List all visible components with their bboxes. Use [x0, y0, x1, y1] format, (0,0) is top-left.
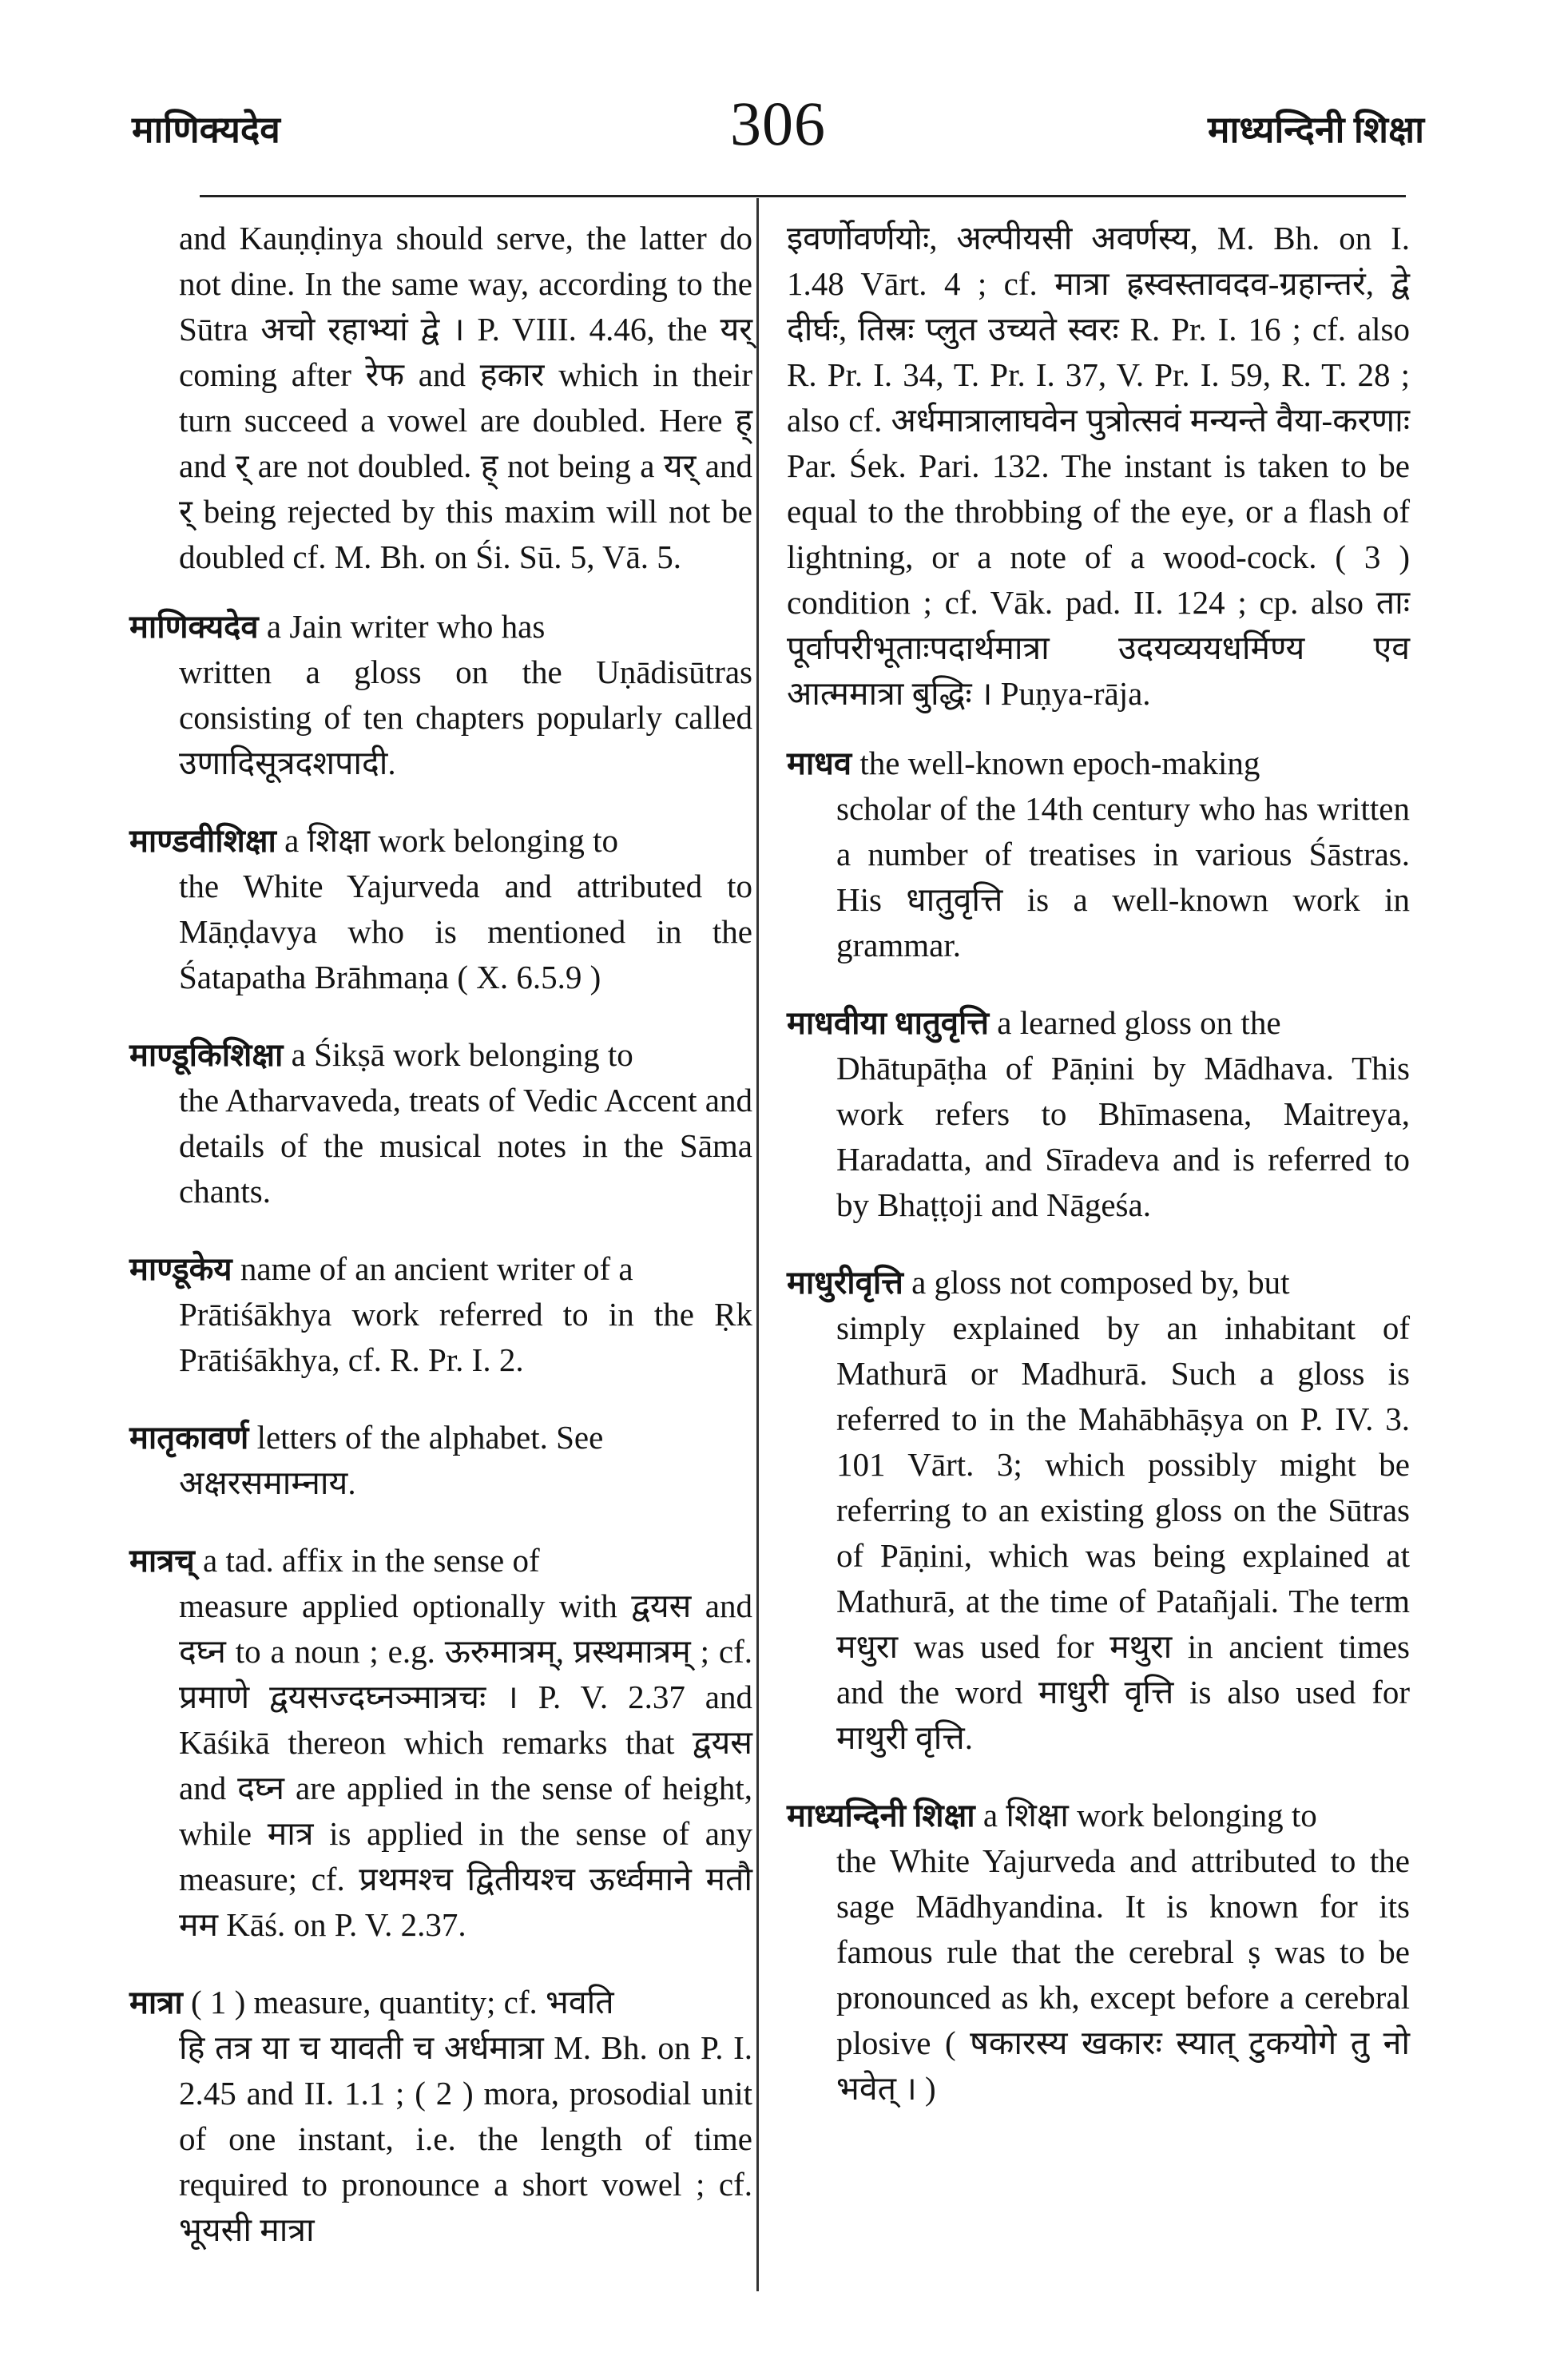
- entry-first-line: letters of the alphabet. See: [256, 1419, 604, 1456]
- entry-first-line: name of an ancient writer of a: [240, 1250, 633, 1287]
- entry-first-line: a learned gloss on the: [997, 1004, 1281, 1041]
- continued-entry-text: इवर्णोवर्णयोः, अल्पीयसी अवर्णस्य, M. Bh. on I. 1.48 Vārt. 4 ; cf. मात्रा ह्रस्वस्तावदव-ग्रहान्तरं, द्वे दीर्घः, तिस्रः प्लुत उच्यते स्वरः R. Pr. I. 16 ; cf. also R. Pr. I. 34, T. Pr. I. 37, V. Pr. I. 59, R. T. 28 ; also cf. अर्धमात्रालाघवेन पुत्रोत्सवं मन्यन्ते वैया-करणाः Par. Śek. Pari. 132. The instant is taken to be equal to the throbbing of the eye, or a flash of lightning, or a note of a wood-cock. ( 3 ) condition ; cf. Vāk. pad. II. 124 ; cp. also ताः पूर्वापरीभूताःपदार्थमात्रा उदयव्ययधर्मिण्य एव आत्ममात्रा बुद्धिः । Puṇya-rāja.: [787, 220, 1410, 712]
- entry-headword: माध्यन्दिनी शिक्षा: [787, 1798, 975, 1834]
- entry-body: scholar of the 14th century who has written a number of treatises in various Śāstras. His धातुवृत्ति is a well-known work in grammar.: [836, 790, 1410, 963]
- dictionary-entry: [129, 1538, 752, 1948]
- entry-body: simply explained by an inhabitant of Mathurā or Madhurā. Such a gloss is referred to in the Mahābhāṣya on P. IV. 3. 101 Vārt. 3; which possibly might be referring to an existing gloss on the Sūtras of Pāṇini, which was being explained at Mathurā, at the time of Patañjali. The term मधुरा was used for मथुरा in ancient times and the word माधुरी वृत्ति is also used for माथुरी वृत्ति.: [836, 1309, 1410, 1756]
- running-header: [132, 88, 1424, 176]
- entry-headword: मात्रा: [129, 1985, 183, 2020]
- dictionary-entry: [129, 604, 752, 786]
- entry-first-line: a Śikṣā work belonging to: [291, 1036, 633, 1073]
- column-divider: [756, 198, 759, 2291]
- dictionary-entry: [787, 1793, 1410, 2112]
- entry-body: the White Yajurveda and attributed to Māṇḍavya who is mentioned in the Śatapatha Brāhmaṇa ( X. 6.5.9 ): [179, 868, 752, 995]
- entry-headword: मात्रच्: [129, 1543, 195, 1579]
- dictionary-entry: [129, 818, 752, 1000]
- continued-entry-text: and Kauṇḍinya should serve, the latter do not dine. In the same way, according to the Sūtra अचो रहाभ्यां द्वे । P. VIII. 4.46, the यर् coming after रेफ and हकार which in their turn succeed a vowel are doubled. Here ह् and र् are not doubled. ह् not being a यर् and र् being rejected by this maxim will not be doubled cf. M. Bh. on Śi. Sū. 5, Vā. 5.: [179, 220, 752, 575]
- entry-body: हि तत्र या च यावती च अर्धमात्रा M. Bh. on P. I. 2.45 and II. 1.1 ; ( 2 ) mora, prosodial unit of one instant, i.e. the length of time required to pronounce a short vowel ; cf. भूयसी मात्रा: [179, 2029, 752, 2248]
- dictionary-entry: [129, 1415, 752, 1506]
- right-column: [787, 216, 1410, 2143]
- dictionary-entry: [787, 741, 1410, 968]
- entry-headword: माधव: [787, 745, 852, 781]
- header-rule: [200, 195, 1406, 197]
- entry-headword: माण्डूकिशिक्षा: [129, 1037, 284, 1073]
- dictionary-entry: [129, 1980, 752, 2253]
- page-number: 306: [730, 89, 826, 158]
- entry-headword: माण्डवीशिक्षा: [129, 823, 276, 859]
- entry-body: written a gloss on the Uṇādisūtras consisting of ten chapters popularly called उणादिसूत्रदशपादी.: [179, 654, 752, 781]
- entry-headword: माण्डूकेय: [129, 1251, 232, 1287]
- entry-first-line: a शिक्षा work belonging to: [982, 1797, 1317, 1834]
- entry-body: the Atharvaveda, treats of Vedic Accent and details of the musical notes in the Sāma chants.: [179, 1082, 752, 1210]
- entry-headword: माधुरीवृत्ति: [787, 1265, 903, 1301]
- entry-body: Prātiśākhya work referred to in the Ṛk Prātiśākhya, cf. R. Pr. I. 2.: [179, 1296, 752, 1378]
- dictionary-entry: [787, 1260, 1410, 1761]
- entry-headword: मातृकावर्ण: [129, 1420, 249, 1456]
- entry-body: measure applied optionally with द्वयस and दघ्न to a noun ; e.g. ऊरुमात्रम्, प्रस्थमात्रम् ; cf. प्रमाणे द्वयसज्दघ्नञ्मात्रचः । P. V. 2.37 and Kāśikā thereon which remarks that द्वयस and दघ्न are applied in the sense of height, while मात्र is applied in the sense of any measure; cf. प्रथमश्च द्वितीयश्च ऊर्ध्वमाने मतौ मम Kāś. on P. V. 2.37.: [179, 1587, 752, 1943]
- header-right-headword: माध्यन्दिनी शिक्षा: [1208, 109, 1424, 150]
- entry-body: the White Yajurveda and attributed to the sage Mādhyandina. It is known for its famous rule that the cerebral ṣ was to be pronounced as kh, except before a cerebral plosive ( षकारस्य खकारः स्यात् टुकयोगे तु नो भवेत् । ): [836, 1842, 1410, 2107]
- entry-first-line: the well-known epoch-making: [859, 745, 1260, 781]
- entry-first-line: a Jain writer who has: [266, 608, 546, 645]
- dictionary-entry: [129, 1246, 752, 1383]
- header-left-headword: माणिक्यदेव: [132, 109, 280, 150]
- entry-body: अक्षरसमाम्नाय.: [179, 1464, 356, 1501]
- entry-first-line: ( 1 ) measure, quantity; cf. भवति: [190, 1984, 614, 2020]
- entry-first-line: a शिक्षा work belonging to: [284, 822, 618, 859]
- dictionary-entry: [129, 1032, 752, 1214]
- left-column: [129, 216, 752, 2285]
- entry-headword: माधवीया धातुवृत्ति: [787, 1005, 990, 1041]
- entry-first-line: a gloss not composed by, but: [911, 1264, 1290, 1301]
- entry-first-line: a tad. affix in the sense of: [203, 1542, 540, 1579]
- entry-headword: माणिक्यदेव: [129, 609, 259, 645]
- dictionary-entry: [787, 1000, 1410, 1228]
- entry-body: Dhātupāṭha of Pāṇini by Mādhava. This work refers to Bhīmasena, Maitreya, Haradatta, and Sīradeva and is referred to by Bhaṭṭoji and Nāgeśa.: [836, 1050, 1410, 1223]
